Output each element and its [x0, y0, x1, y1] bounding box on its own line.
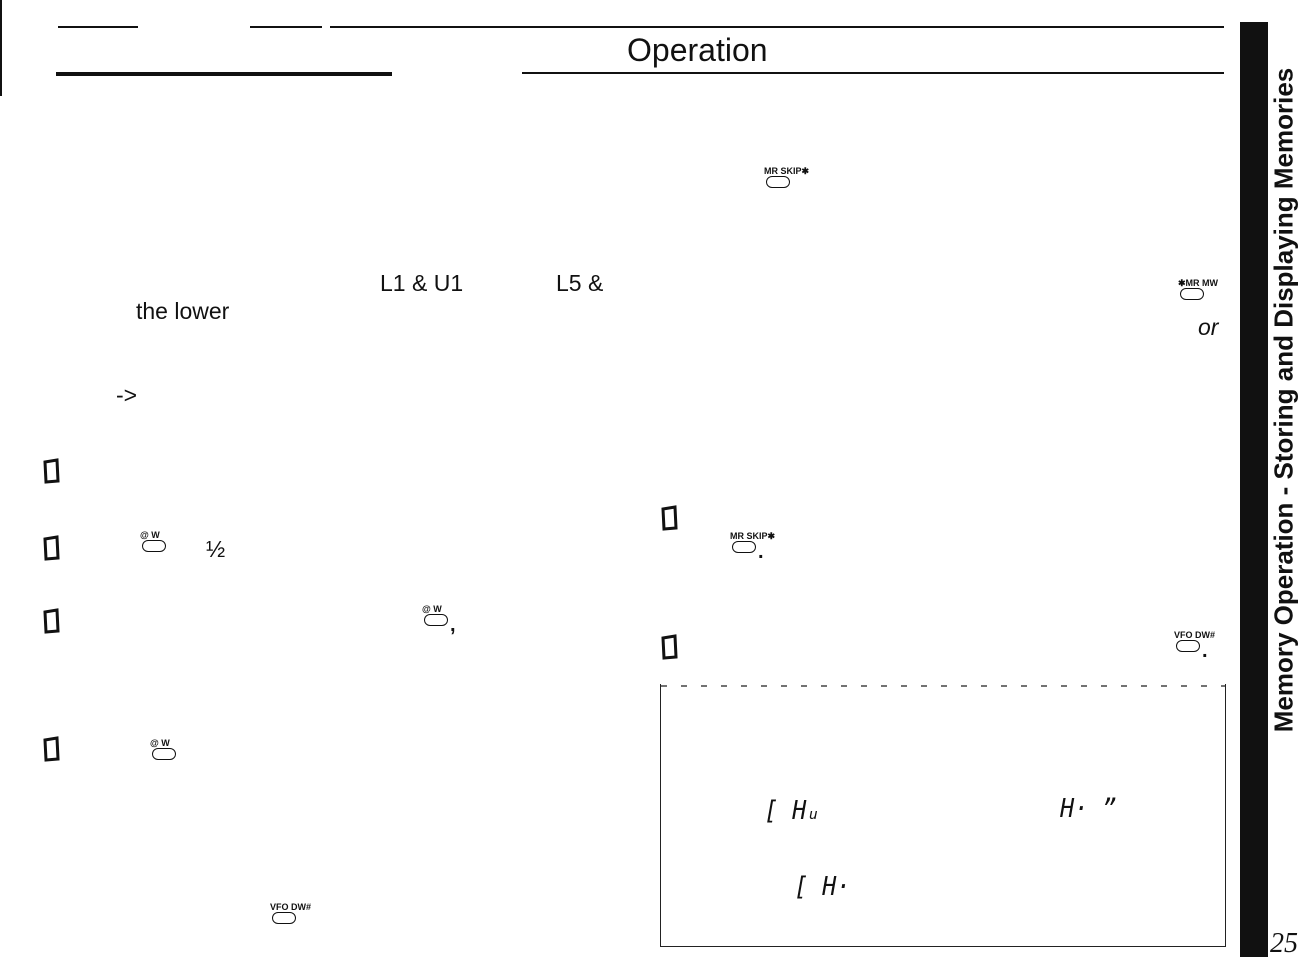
checkbox-icon[interactable]: [660, 634, 678, 660]
section-title-vertical: Memory Operation - Storing and Displaying Memories: [1268, 67, 1299, 733]
left-margin-mark: [0, 0, 2, 96]
page-title: Operation: [627, 32, 768, 68]
box-top-border: [661, 684, 1225, 690]
checkbox-icon[interactable]: [42, 736, 60, 762]
section-tab-bar: [1240, 22, 1268, 957]
display-example-box: [660, 684, 1226, 947]
vfo-dw-key-icon: VFO DW# .: [1174, 630, 1216, 662]
checkbox-icon[interactable]: [42, 608, 60, 634]
header-rule-top-long: [330, 26, 1224, 28]
checkbox-icon[interactable]: [660, 505, 678, 531]
header-rule-lower-right: [522, 72, 1224, 74]
mr-skip-key-icon: MR SKIP✱: [764, 166, 814, 192]
text-arrow: ->: [116, 382, 138, 408]
at-w-key-icon: @ W: [150, 738, 190, 764]
mr-skip-key-icon: MR SKIP✱ .: [730, 531, 776, 563]
page-number: 25: [1270, 928, 1298, 959]
header-rule-left-mid: [250, 26, 322, 28]
text-the-lower: the lower: [136, 298, 230, 324]
header-rule-left-short: [58, 26, 138, 28]
text-or: or: [1198, 314, 1219, 340]
lcd-channel-display: [ Hᵤ: [764, 796, 821, 826]
mr-mw-key-icon: ✱MR MW: [1178, 278, 1228, 304]
lcd-channel-display: H· ”: [1060, 794, 1117, 824]
text-l1-u1: L1 & U1: [380, 270, 464, 296]
text-l5: L5 &: [556, 270, 604, 296]
checkbox-icon[interactable]: [42, 535, 60, 561]
header-rule-lower-left: [56, 72, 392, 76]
checkbox-icon[interactable]: [42, 458, 60, 484]
at-w-key-icon: @ W: [140, 530, 180, 556]
text-half: ½: [206, 536, 226, 562]
lcd-channel-display: [ H·: [794, 872, 851, 902]
at-w-key-icon: @ W ,: [422, 604, 456, 636]
vfo-dw-key-icon: VFO DW#: [270, 902, 320, 928]
